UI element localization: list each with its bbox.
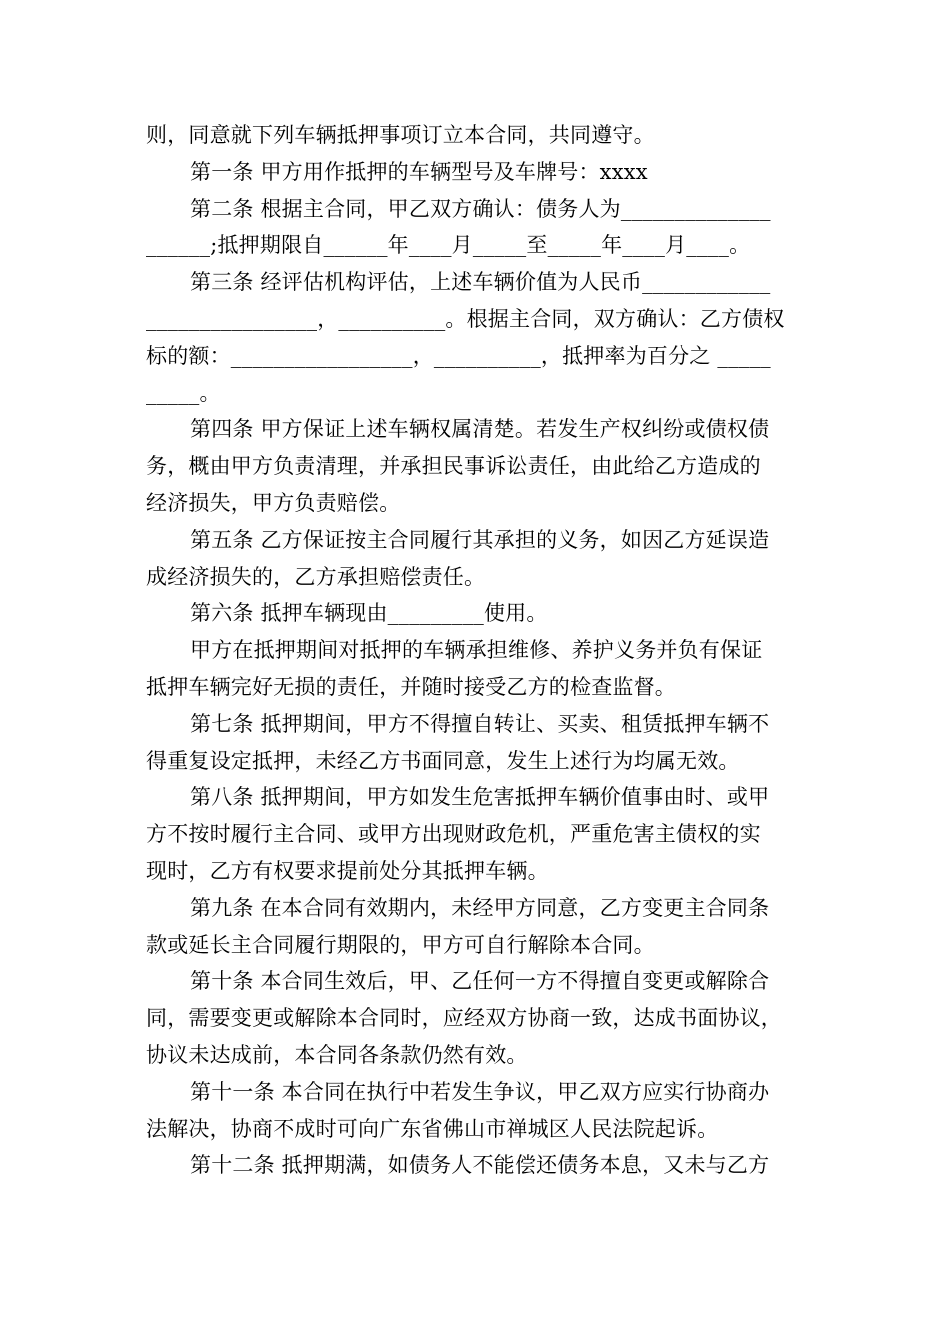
text-line: ________________，__________。根据主合同，双方确认：乙方债权 [146, 306, 785, 331]
text-line: 协议未达成前，本合同各条款仍然有效。 [146, 1042, 528, 1067]
text-line: 款或延长主合同履行期限的，甲方可自行解除本合同。 [146, 932, 655, 957]
text-line: 同，需要变更或解除本合同时，应经双方协商一致，达成书面协议， [146, 1006, 782, 1031]
text-line: 第八条 抵押期间，甲方如发生危害抵押车辆价值事由时、或甲 [190, 785, 770, 810]
text-line: 经济损失，甲方负责赔偿。 [146, 490, 401, 515]
text-line: 第十条 本合同生效后，甲、乙任何一方不得擅自变更或解除合 [190, 969, 770, 994]
document-body [146, 117, 806, 1184]
text-line: ______;抵押期限自______年____月_____至_____年____月____。 [146, 233, 751, 258]
text-line: 得重复设定抵押，未经乙方书面同意，发生上述行为均属无效。 [146, 748, 740, 773]
text-line: 第六条 抵押车辆现由_________使用。 [190, 601, 548, 626]
text-line: 第四条 甲方保证上述车辆权属清楚。若发生产权纠纷或债权债 [190, 417, 770, 442]
text-line: 第一条 甲方用作抵押的车辆型号及车牌号：xxxx [190, 159, 648, 184]
text-line: 标的额：_________________，__________，抵押率为百分之 _____ [146, 343, 771, 368]
text-line: 法解决，协商不成时可向广东省佛山市禅城区人民法院起诉。 [146, 1116, 719, 1141]
text-line: 成经济损失的，乙方承担赔偿责任。 [146, 564, 486, 589]
text-line: 第三条 经评估机构评估，上述车辆价值为人民币____________ [190, 270, 771, 295]
text-line: 则，同意就下列车辆抵押事项订立本合同，共同遵守。 [146, 123, 655, 147]
text-line: 甲方在抵押期间对抵押的车辆承担维修、养护义务并负有保证 [190, 638, 763, 663]
text-line: 第二条 根据主合同，甲乙双方确认：债务人为______________ [190, 196, 771, 221]
text-line: 现时，乙方有权要求提前处分其抵押车辆。 [146, 858, 549, 883]
text-line: _____。 [146, 380, 221, 405]
text-line: 方不按时履行主合同、或甲方出现财政危机，严重危害主债权的实 [146, 822, 761, 847]
text-line: 务，概由甲方负责清理，并承担民事诉讼责任，由此给乙方造成的 [146, 454, 761, 479]
text-line: 第十二条 抵押期满，如债务人不能偿还债务本息，又未与乙方 [190, 1153, 770, 1178]
text-line: 第九条 在本合同有效期内，未经甲方同意，乙方变更主合同条 [190, 895, 770, 920]
text-line: 抵押车辆完好无损的责任，并随时接受乙方的检查监督。 [146, 674, 676, 699]
text-line: 第五条 乙方保证按主合同履行其承担的义务，如因乙方延误造 [190, 527, 770, 552]
text-line: 第七条 抵押期间，甲方不得擅自转让、买卖、租赁抵押车辆不 [190, 711, 770, 736]
text-line: 第十一条 本合同在执行中若发生争议，甲乙双方应实行协商办 [190, 1079, 770, 1104]
